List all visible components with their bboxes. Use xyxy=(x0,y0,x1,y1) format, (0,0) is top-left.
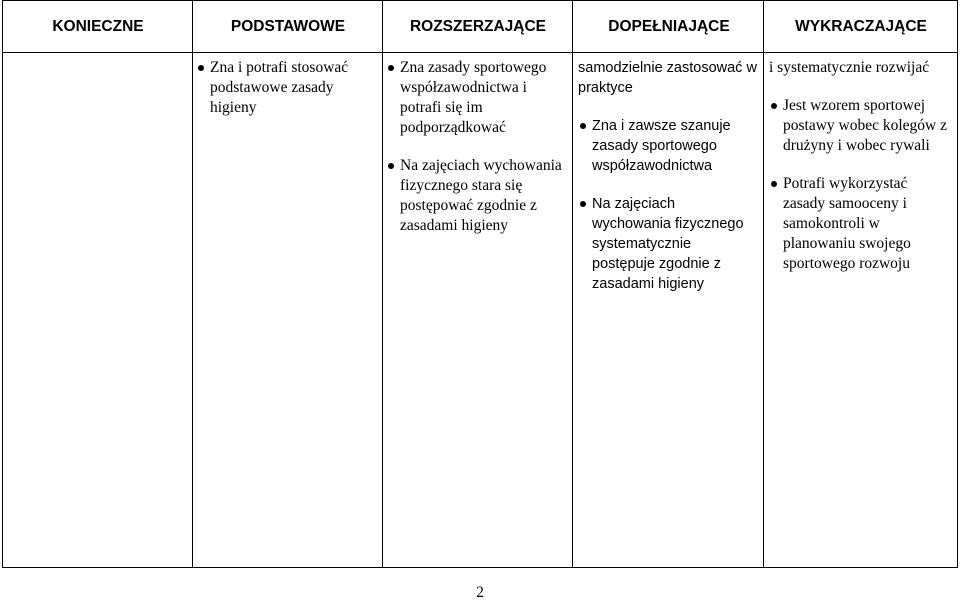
column-divider xyxy=(382,1,383,567)
lead-text: i systematycznie rozwijać xyxy=(769,59,930,76)
list-item xyxy=(769,174,953,274)
column-divider xyxy=(763,1,764,567)
list-item xyxy=(578,194,758,294)
item-text: Na zajęciach wychowania fizycznego systematycznie postępuje zgodnie z zasadami higieny xyxy=(592,196,744,292)
cell-col1 xyxy=(196,58,374,136)
column-divider xyxy=(572,1,573,567)
list-item xyxy=(386,156,564,236)
bullet-icon xyxy=(771,103,777,109)
header-rozszerzajace: ROZSZERZAJĄCE xyxy=(409,17,547,35)
cell-col2 xyxy=(386,58,564,254)
bullet-icon xyxy=(580,201,586,207)
page-number: 2 xyxy=(476,584,484,601)
list-item xyxy=(769,96,953,156)
bullet-icon xyxy=(388,163,394,169)
bullet-icon xyxy=(388,65,394,71)
header-konieczne: KONIECZNE xyxy=(52,17,144,35)
cell-col3 xyxy=(578,58,758,312)
bullet-icon xyxy=(580,123,586,129)
item-text: Na zajęciach wychowania fizycznego stara się postępować zgodnie z zasadami higieny xyxy=(400,157,562,234)
list-item xyxy=(386,58,564,138)
bullet-icon xyxy=(198,65,204,71)
table-header-row xyxy=(3,1,957,53)
item-text: Potrafi wykorzystać zasady samooceny i samokontroli w planowaniu swojego sportowego rozwoju xyxy=(783,175,911,272)
list-item xyxy=(578,116,758,176)
bullet-icon xyxy=(771,181,777,187)
header-wykraczajace: WYKRACZAJĄCE xyxy=(795,17,927,35)
header-podstawowe: PODSTAWOWE xyxy=(230,17,346,35)
cell-col4 xyxy=(769,58,953,292)
item-text: Zna zasady sportowego współzawodnictwa i potrafi się im podporządkować xyxy=(400,59,547,136)
requirements-table xyxy=(2,0,958,568)
list-item xyxy=(196,58,374,118)
item-text: Zna i potrafi stosować podstawowe zasady higieny xyxy=(210,59,349,116)
column-divider xyxy=(192,1,193,567)
item-text: Zna i zawsze szanuje zasady sportowego współzawodnictwa xyxy=(592,118,731,174)
lead-text: samodzielnie zastosować w praktyce xyxy=(578,60,757,96)
item-text: Jest wzorem sportowej postawy wobec kolegów z drużyny i wobec rywali xyxy=(783,97,947,154)
header-dopelniajace: DOPEŁNIAJĄCE xyxy=(608,17,730,35)
